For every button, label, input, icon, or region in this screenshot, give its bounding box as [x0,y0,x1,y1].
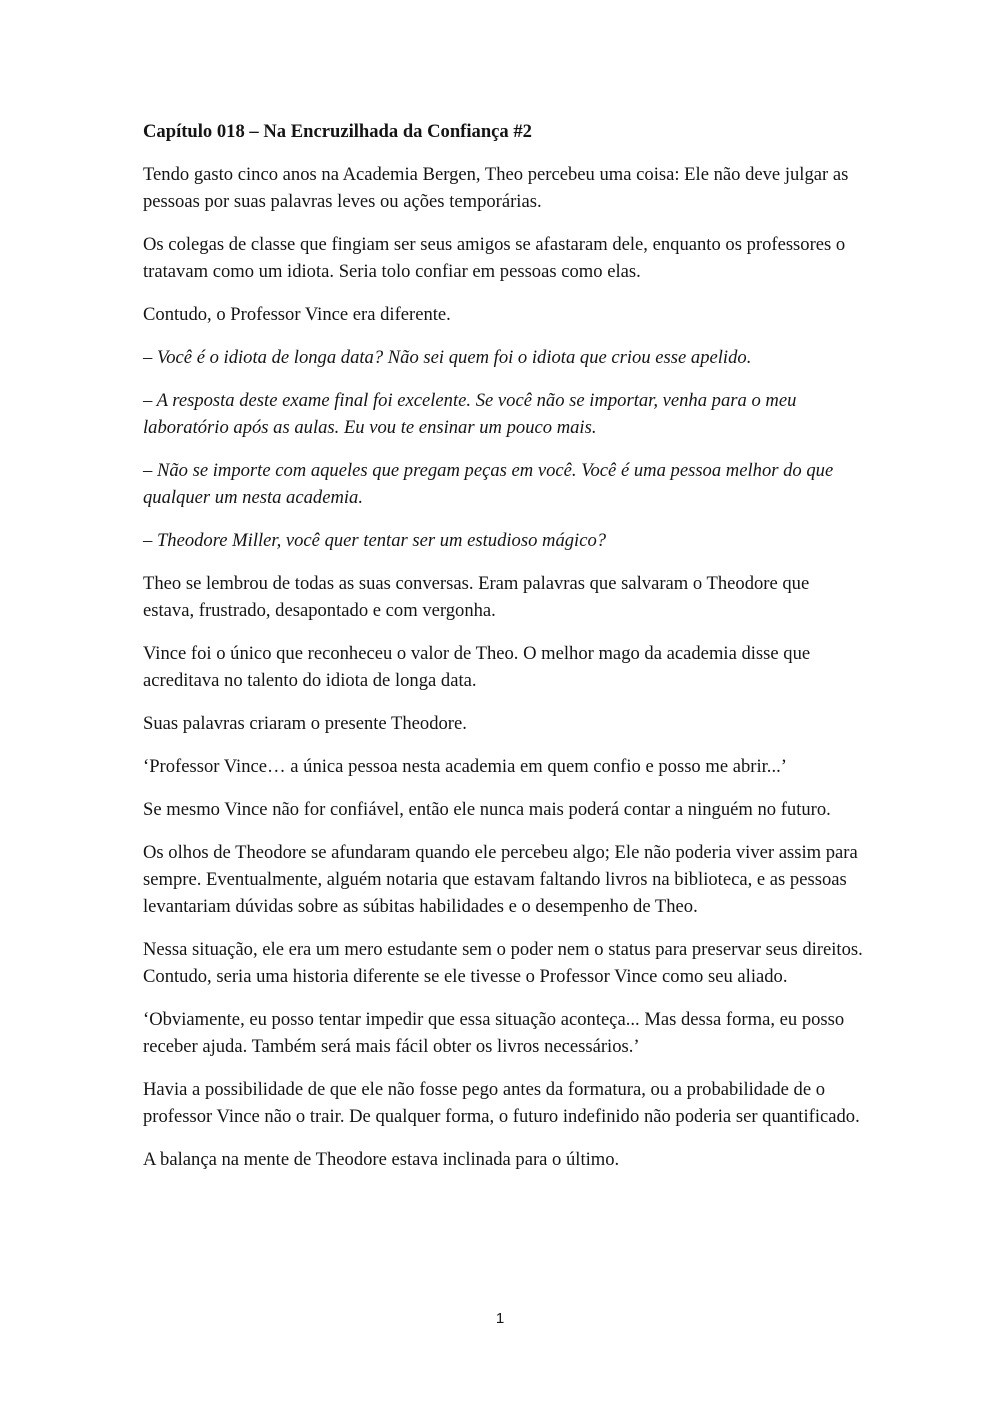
paragraph-8: Theo se lembrou de todas as suas conversas. Eram palavras que salvaram o Theodore que estava, frustrado, desapontado e com vergonha. [143,573,810,621]
paragraph-2: Os colegas de classe que fingiam ser seus amigos se afastaram dele, enquanto os professores o tratavam como um idiota. Seria tolo confiar em pessoas como elas. [143,234,846,282]
paragraph-9: Vince foi o único que reconheceu o valor de Theo. O melhor mago da academia disse que acreditava no talento do idiota de longa data. [143,643,811,691]
dialogue-line-2: – A resposta deste exame final foi excelente. Se você não se importar, venha para o meu laboratório após as aulas. Eu vou te ensinar um pouco mais. [143,390,797,438]
paragraph-17: A balança na mente de Theodore estava inclinada para o último. [143,1149,620,1170]
paragraph-10: Suas palavras criaram o presente Theodore. [143,713,467,734]
dialogue-line-3: – Não se importe com aqueles que pregam peças em você. Você é uma pessoa melhor do que qualquer um nesta academia. [143,460,834,508]
paragraph-1: Tendo gasto cinco anos na Academia Bergen, Theo percebeu uma coisa: Ele não deve julgar as pessoas por suas palavras leves ou ações temporárias. [143,164,849,212]
dialogue-line-1: – Você é o idiota de longa data? Não sei quem foi o idiota que criou esse apelido. [143,347,752,368]
paragraph-3: Contudo, o Professor Vince era diferente. [143,304,451,325]
paragraph-16: Havia a possibilidade de que ele não fosse pego antes da formatura, ou a probabilidade de o professor Vince não o trair. De qualquer forma, o futuro indefinido não poderia ser quantificado. [143,1079,860,1127]
dialogue-line-4: – Theodore Miller, você quer tentar ser um estudioso mágico? [143,530,607,551]
paragraph-14: Nessa situação, ele era um mero estudante sem o poder nem o status para preservar seus direitos. Contudo, seria uma historia diferente se ele tivesse o Professor Vince como seu aliado. [143,939,863,987]
paragraph-12: Se mesmo Vince não for confiável, então ele nunca mais poderá contar a ninguém no futuro. [143,799,831,820]
chapter-title: Capítulo 018 – Na Encruzilhada da Confiança #2 [143,121,532,142]
paragraph-15: ‘Obviamente, eu posso tentar impedir que essa situação aconteça... Mas dessa forma, eu posso receber ajuda. Também será mais fácil obter os livros necessários.’ [143,1009,845,1057]
paragraph-13: Os olhos de Theodore se afundaram quando ele percebeu algo; Ele não poderia viver assim para sempre. Eventualmente, alguém notaria que estavam faltando livros na biblioteca, e as pessoas levantariam dúvidas sobre as súbitas habilidades e o desempenho de Theo. [143,842,858,917]
paragraph-11: ‘Professor Vince… a única pessoa nesta academia em quem confio e posso me abrir...’ [143,756,787,777]
document-body [143,118,863,1189]
page-number: 1 [495,1310,505,1327]
